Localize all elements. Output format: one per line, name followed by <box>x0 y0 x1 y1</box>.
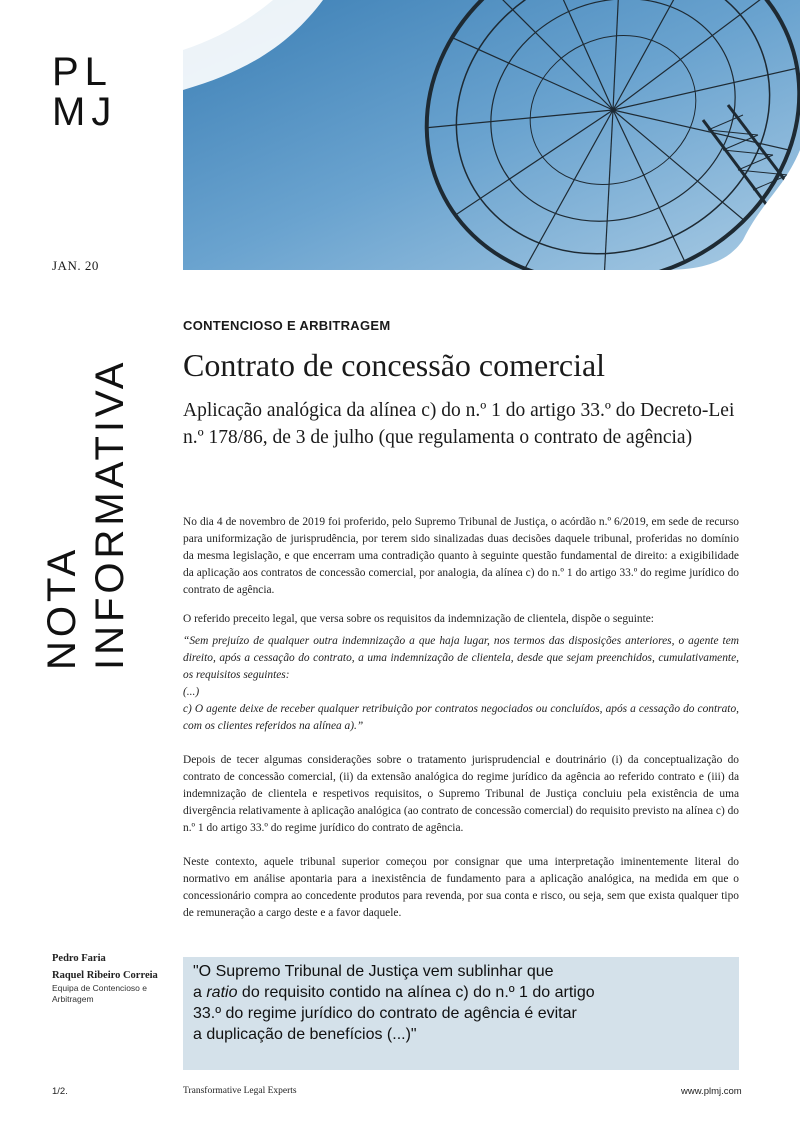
logo-line-1: PL <box>52 50 113 94</box>
pull-quote-line-3: 33.º do regime jurídico do contrato de agência é evitar <box>193 1005 577 1022</box>
page-title: Contrato de concessão comercial <box>183 347 606 383</box>
paragraph-2: O referido preceito legal, que versa sobre os requisitos da indemnização de clientela, dispõe o seguinte: <box>183 613 654 625</box>
paragraph-3: Depois de tecer algumas considerações sobre o tratamento jurisprudencial e doutrinário (i) da conceptualização do contrato de concessão comercial, (ii) da extensão analógica do regime jurídico da agência ao referido contrato e (iii) da indemnização de clientela e respetivos requisitos, o Supremo Tribunal de Justiça concluiu pela existência de uma divergência relativamente à aplicação analógica (ao contrato de concessão comercial) do requisito previsto na alínea c) do n.º 1 do artigo 33.º do regime jurídico do contrato de agência. <box>183 754 739 834</box>
pull-quote-line-2 <box>193 982 729 1003</box>
legal-quote-1: “Sem prejuízo de qualquer outra indemnização a que haja lugar, nos termos das disposições anteriores, o agente tem direito, após a cessação do contrato, a uma indemnização de clientela, desde que sejam preenchidos, cumulativamente, os requisitos seguintes: <box>183 635 739 681</box>
document-type-line-1: NOTA <box>40 545 84 670</box>
issue-date: JAN. 20 <box>52 258 99 273</box>
pull-quote-line-2-start: a <box>193 984 207 1001</box>
pull-quote-line-2-end: do requisito contido na alínea c) do n.º 1 do artigo <box>237 984 595 1001</box>
legal-quote-2: (...) <box>183 686 200 698</box>
paragraph-4: Neste contexto, aquele tribunal superior começou por consignar que uma interpretação iminentemente literal do normativo em análise apontaria para a inexistência de fundamento para a aplicação analógica, na medida em que o concessionário compra ao concedente produtos para revenda, por sua conta e risco, ou seja, sem que exista qualquer tipo de remuneração a cargo deste e a favor daquele. <box>183 856 739 919</box>
author-team: Equipa de Contencioso e Arbitragem <box>52 983 147 1004</box>
hero-image <box>183 0 800 270</box>
legal-quote-3: c) O agente deixe de receber qualquer retribuição por contratos negociados ou concluídos, após a cessação do contrato, com os clientes referidos na alínea a).” <box>183 703 739 732</box>
document-type-line-2: INFORMATIVA <box>88 358 132 670</box>
author-name: Raquel Ribeiro Correia <box>52 970 158 981</box>
authors-block <box>52 952 162 1004</box>
article-body <box>183 514 739 934</box>
pull-quote-line-4: a duplicação de benefícios (...)" <box>193 1026 417 1043</box>
document-type-label <box>38 310 134 670</box>
pull-quote-text <box>193 961 729 1045</box>
page-subtitle: Aplicação analógica da alínea c) do n.º 1 do artigo 33.º do Decreto-Lei n.º 178/86, de 3 de julho (que regulamenta o contrato de agência) <box>183 400 735 448</box>
paragraph-1: No dia 4 de novembro de 2019 foi proferido, pelo Supremo Tribunal de Justiça, o acórdão n.º 6/2019, em sede de recurso para uniformização de jurisprudência, por terem sido sinalizadas duas decisões daquele tribunal, proferidas no domínio da mesma legislação, e que encerram uma contradição quanto à seguinte questão fundamental de direito: a exigibilidade da aplicação aos contratos de concessão comercial, por analogia, da alínea c) do n.º 1 do artigo 33.º do regime jurídico do contrato de agência. <box>183 516 739 596</box>
pull-quote <box>183 957 739 1070</box>
pull-quote-emphasis: ratio <box>206 984 238 1001</box>
page-number: 1/2. <box>52 1086 68 1097</box>
footer-website-link[interactable]: www.plmj.com <box>681 1086 742 1097</box>
pull-quote-line-1: "O Supremo Tribunal de Justiça vem sublinhar que <box>193 963 554 980</box>
footer-tagline: Transformative Legal Experts <box>183 1086 297 1096</box>
logo-line-2: MJ <box>52 90 118 134</box>
author-name: Pedro Faria <box>52 953 106 964</box>
practice-area: CONTENCIOSO E ARBITRAGEM <box>183 318 391 333</box>
plmj-logo <box>52 52 134 132</box>
